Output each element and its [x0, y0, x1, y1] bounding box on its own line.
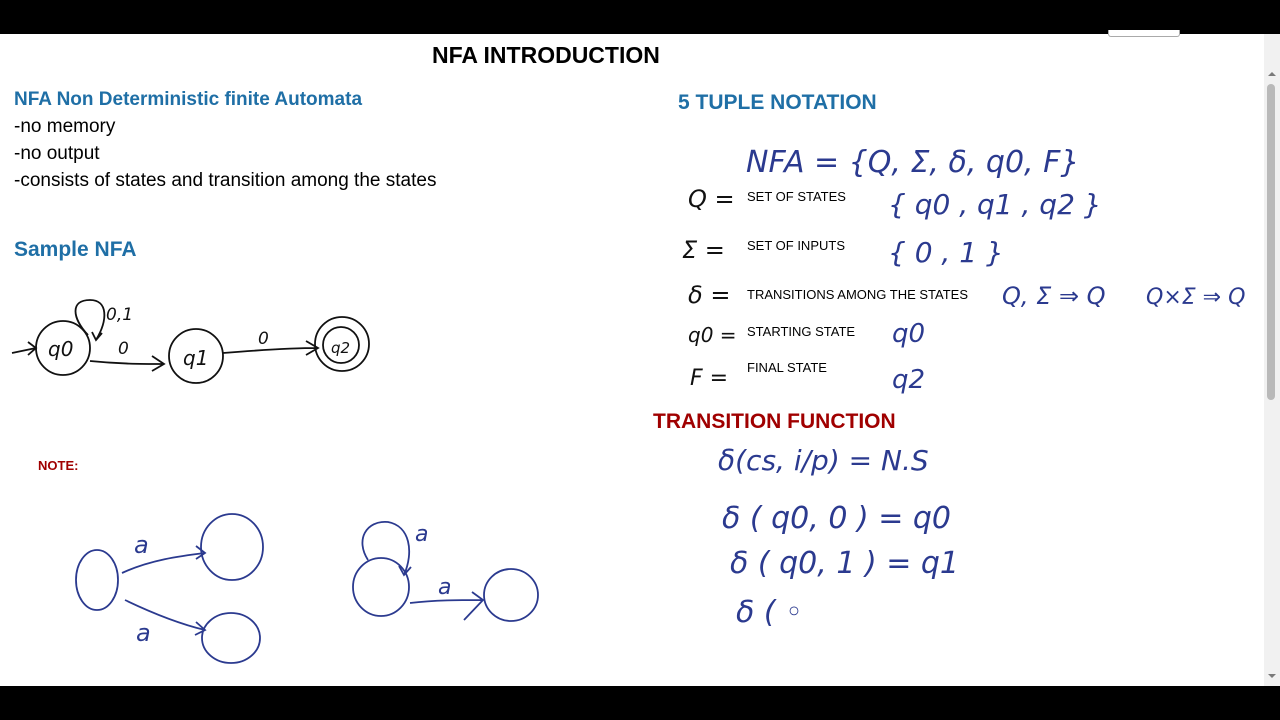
- transition-rule-3: δ ( ◦: [736, 595, 803, 630]
- transition-mapping-2: Q×Σ ⇒ Q: [1146, 285, 1246, 310]
- label-final-state: FINAL STATE: [747, 360, 827, 375]
- bullet-no-memory: -no memory: [14, 116, 116, 137]
- states-set: { q0 , q1 , q2 }: [888, 188, 1102, 221]
- symbol-delta: δ =: [688, 281, 731, 309]
- note-label-a-right: a: [438, 575, 452, 600]
- start-state-value: q0: [892, 319, 926, 349]
- nfa-heading: NFA Non Deterministic finite Automata: [14, 89, 363, 110]
- symbol-q0: q0 =: [688, 323, 737, 347]
- label-state-q2: q2: [331, 339, 351, 357]
- note-label: NOTE:: [38, 458, 79, 473]
- whiteboard-page: [0, 34, 1264, 686]
- symbol-F: F =: [690, 366, 729, 391]
- inputs-set: { 0 , 1 }: [888, 236, 1004, 269]
- transition-rule-1: δ ( q0, 0 ) = q0: [722, 501, 951, 536]
- transition-function-heading: TRANSITION FUNCTION: [653, 410, 896, 433]
- transition-mapping-1: Q, Σ ⇒ Q: [1002, 282, 1106, 310]
- label-transitions: TRANSITIONS AMONG THE STATES: [747, 287, 969, 302]
- label-starting-state: STARTING STATE: [747, 324, 856, 339]
- top-letterbox: [0, 0, 1280, 34]
- label-set-of-inputs: SET OF INPUTS: [747, 238, 845, 253]
- note-label-a-loop: a: [415, 522, 429, 547]
- label-state-q0: q0: [48, 337, 74, 361]
- label-set-of-states: SET OF STATES: [747, 189, 846, 204]
- symbol-Q: Q =: [688, 185, 735, 213]
- scroll-down-arrow-icon[interactable]: [1265, 670, 1279, 682]
- bullet-no-output: -no output: [14, 143, 100, 164]
- bullet-states-transitions: -consists of states and transition among the states: [14, 170, 437, 191]
- transition-rule-2: δ ( q0, 1 ) = q1: [730, 546, 959, 581]
- label-edge-0-second: 0: [258, 329, 269, 349]
- page-title: NFA INTRODUCTION: [432, 42, 660, 68]
- tuple-heading: 5 TUPLE NOTATION: [678, 91, 877, 114]
- sample-nfa-heading: Sample NFA: [14, 238, 137, 261]
- label-loop-01: 0,1: [106, 305, 134, 325]
- final-state-value: q2: [892, 365, 926, 395]
- note-label-a-bottom: a: [136, 619, 151, 647]
- symbol-sigma: Σ =: [682, 236, 725, 264]
- scroll-up-arrow-icon[interactable]: [1265, 68, 1279, 80]
- tab-stub: [1108, 30, 1180, 37]
- bottom-letterbox: [0, 686, 1280, 720]
- scrollbar-thumb[interactable]: [1267, 84, 1275, 400]
- note-label-a-top: a: [134, 531, 149, 559]
- nfa-tuple-definition: NFA = {Q, Σ, δ, q0, F}: [746, 145, 1080, 180]
- label-state-q1: q1: [183, 346, 209, 370]
- generic-transition-rule: δ(cs, i/p) = N.S: [718, 444, 929, 477]
- label-edge-0-first: 0: [118, 339, 129, 359]
